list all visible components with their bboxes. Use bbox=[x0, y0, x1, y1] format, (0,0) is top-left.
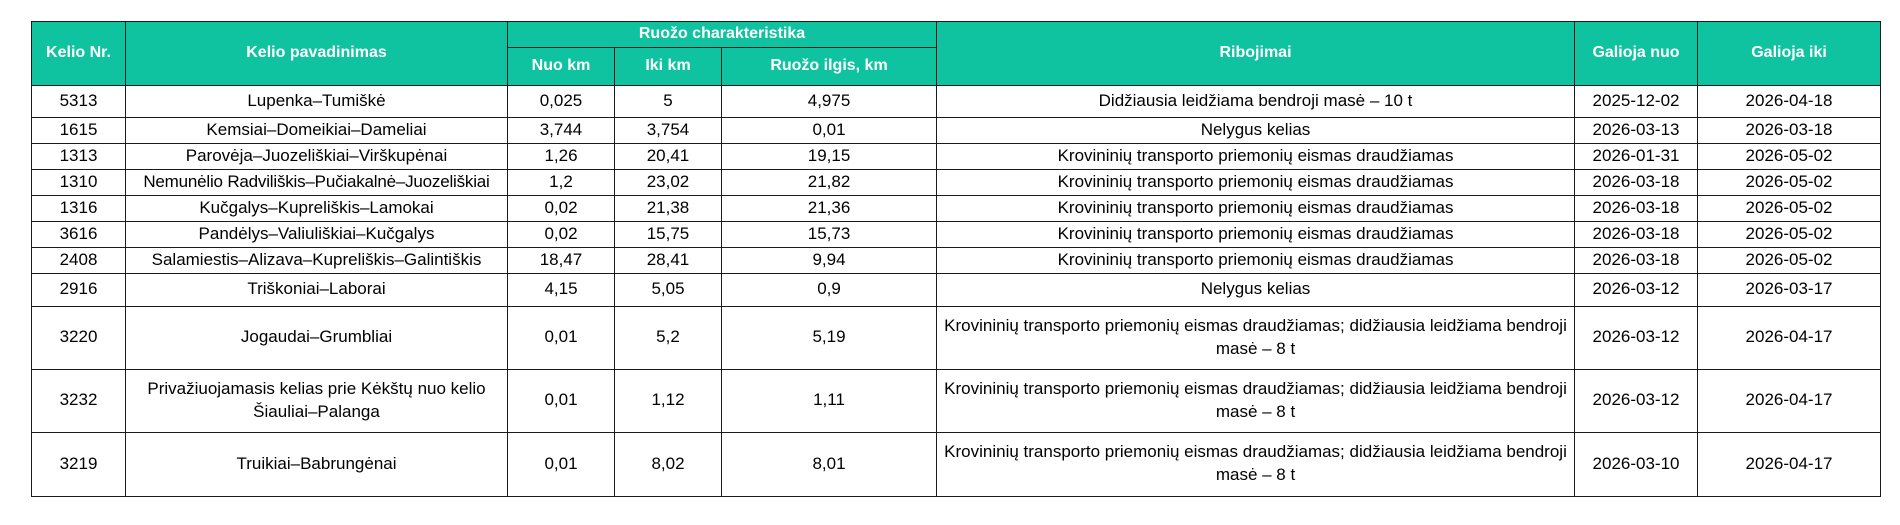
cell-to-km: 5,2 bbox=[615, 306, 722, 369]
header-road-name: Kelio pavadinimas bbox=[126, 22, 508, 86]
cell-road-no: 1313 bbox=[32, 144, 126, 170]
cell-valid-from: 2026-03-12 bbox=[1575, 273, 1698, 306]
cell-length: 0,01 bbox=[722, 118, 937, 144]
cell-road-no: 3220 bbox=[32, 306, 126, 369]
table-row bbox=[32, 169, 1881, 195]
table-row bbox=[32, 306, 1881, 369]
header-section-length: Ruožo ilgis, km bbox=[722, 48, 937, 86]
cell-length: 21,82 bbox=[722, 169, 937, 195]
table-row bbox=[32, 247, 1881, 273]
cell-road-no: 2916 bbox=[32, 273, 126, 306]
cell-from-km: 0,01 bbox=[508, 306, 615, 369]
cell-length: 0,9 bbox=[722, 273, 937, 306]
cell-length: 9,94 bbox=[722, 247, 937, 273]
cell-length: 5,19 bbox=[722, 306, 937, 369]
table-row bbox=[32, 195, 1881, 221]
cell-length: 1,11 bbox=[722, 369, 937, 432]
header-valid-to: Galioja iki bbox=[1698, 22, 1881, 86]
cell-road-name: Nemunėlio Radviliškis–Pučiakalnė–Juozeliškiai bbox=[126, 169, 508, 195]
cell-to-km: 23,02 bbox=[615, 169, 722, 195]
cell-restriction: Nelygus kelias bbox=[937, 273, 1575, 306]
cell-to-km: 28,41 bbox=[615, 247, 722, 273]
cell-from-km: 4,15 bbox=[508, 273, 615, 306]
cell-road-no: 1316 bbox=[32, 195, 126, 221]
cell-valid-from: 2026-03-18 bbox=[1575, 169, 1698, 195]
cell-valid-to: 2026-04-17 bbox=[1698, 432, 1881, 496]
cell-valid-from: 2025-12-02 bbox=[1575, 86, 1698, 118]
cell-valid-from: 2026-03-10 bbox=[1575, 432, 1698, 496]
cell-restriction: Krovininių transporto priemonių eismas draudžiamas bbox=[937, 144, 1575, 170]
table-row bbox=[32, 118, 1881, 144]
cell-length: 8,01 bbox=[722, 432, 937, 496]
cell-length: 4,975 bbox=[722, 86, 937, 118]
cell-road-name: Parovėja–Juozeliškiai–Virškupėnai bbox=[126, 144, 508, 170]
cell-valid-from: 2026-03-18 bbox=[1575, 221, 1698, 247]
cell-road-name: Kemsiai–Domeikiai–Dameliai bbox=[126, 118, 508, 144]
cell-road-name: Truikiai–Babrungėnai bbox=[126, 432, 508, 496]
table-row bbox=[32, 369, 1881, 432]
cell-to-km: 5 bbox=[615, 86, 722, 118]
cell-to-km: 20,41 bbox=[615, 144, 722, 170]
road-restrictions-table bbox=[31, 21, 1881, 497]
cell-restriction: Nelygus kelias bbox=[937, 118, 1575, 144]
cell-to-km: 1,12 bbox=[615, 369, 722, 432]
cell-to-km: 3,754 bbox=[615, 118, 722, 144]
cell-to-km: 5,05 bbox=[615, 273, 722, 306]
header-to-km: Iki km bbox=[615, 48, 722, 86]
cell-to-km: 15,75 bbox=[615, 221, 722, 247]
cell-road-no: 3219 bbox=[32, 432, 126, 496]
cell-valid-to: 2026-04-18 bbox=[1698, 86, 1881, 118]
cell-valid-to: 2026-05-02 bbox=[1698, 195, 1881, 221]
cell-road-no: 1310 bbox=[32, 169, 126, 195]
cell-valid-to: 2026-04-17 bbox=[1698, 369, 1881, 432]
table-row bbox=[32, 432, 1881, 496]
cell-length: 19,15 bbox=[722, 144, 937, 170]
cell-restriction: Krovininių transporto priemonių eismas draudžiamas bbox=[937, 247, 1575, 273]
cell-restriction: Krovininių transporto priemonių eismas draudžiamas bbox=[937, 195, 1575, 221]
cell-length: 21,36 bbox=[722, 195, 937, 221]
cell-from-km: 0,01 bbox=[508, 369, 615, 432]
cell-road-name: Kučgalys–Kupreliškis–Lamokai bbox=[126, 195, 508, 221]
cell-valid-to: 2026-05-02 bbox=[1698, 221, 1881, 247]
table-header bbox=[32, 22, 1881, 86]
table-row bbox=[32, 221, 1881, 247]
table-row bbox=[32, 86, 1881, 118]
header-from-km: Nuo km bbox=[508, 48, 615, 86]
cell-valid-from: 2026-01-31 bbox=[1575, 144, 1698, 170]
table-row bbox=[32, 273, 1881, 306]
table-body bbox=[32, 86, 1881, 497]
cell-valid-to: 2026-05-02 bbox=[1698, 247, 1881, 273]
cell-restriction: Didžiausia leidžiama bendroji masė – 10 t bbox=[937, 86, 1575, 118]
cell-from-km: 3,744 bbox=[508, 118, 615, 144]
cell-valid-to: 2026-03-18 bbox=[1698, 118, 1881, 144]
cell-road-no: 1615 bbox=[32, 118, 126, 144]
cell-restriction: Krovininių transporto priemonių eismas draudžiamas; didžiausia leidžiama bendroji masė – 8 t bbox=[937, 369, 1575, 432]
header-road-no: Kelio Nr. bbox=[32, 22, 126, 86]
cell-valid-from: 2026-03-12 bbox=[1575, 306, 1698, 369]
cell-road-name: Lupenka–Tumiškė bbox=[126, 86, 508, 118]
cell-valid-from: 2026-03-18 bbox=[1575, 247, 1698, 273]
cell-to-km: 21,38 bbox=[615, 195, 722, 221]
cell-restriction: Krovininių transporto priemonių eismas draudžiamas bbox=[937, 221, 1575, 247]
cell-from-km: 0,02 bbox=[508, 195, 615, 221]
cell-valid-from: 2026-03-13 bbox=[1575, 118, 1698, 144]
cell-restriction: Krovininių transporto priemonių eismas draudžiamas; didžiausia leidžiama bendroji masė – 8 t bbox=[937, 306, 1575, 369]
cell-valid-from: 2026-03-18 bbox=[1575, 195, 1698, 221]
table-row bbox=[32, 144, 1881, 170]
cell-road-no: 2408 bbox=[32, 247, 126, 273]
cell-road-name: Triškoniai–Laborai bbox=[126, 273, 508, 306]
cell-from-km: 18,47 bbox=[508, 247, 615, 273]
cell-from-km: 1,26 bbox=[508, 144, 615, 170]
cell-road-name: Jogaudai–Grumbliai bbox=[126, 306, 508, 369]
header-section-characteristics: Ruožo charakteristika bbox=[508, 22, 937, 48]
cell-road-name: Pandėlys–Valiuliškiai–Kučgalys bbox=[126, 221, 508, 247]
cell-road-name: Privažiuojamasis kelias prie Kėkštų nuo kelio Šiauliai–Palanga bbox=[126, 369, 508, 432]
cell-valid-to: 2026-04-17 bbox=[1698, 306, 1881, 369]
header-restrictions: Ribojimai bbox=[937, 22, 1575, 86]
cell-restriction: Krovininių transporto priemonių eismas draudžiamas bbox=[937, 169, 1575, 195]
cell-road-no: 3616 bbox=[32, 221, 126, 247]
road-restrictions-table-wrapper bbox=[31, 21, 1880, 497]
cell-road-no: 5313 bbox=[32, 86, 126, 118]
cell-valid-from: 2026-03-12 bbox=[1575, 369, 1698, 432]
cell-from-km: 1,2 bbox=[508, 169, 615, 195]
cell-from-km: 0,01 bbox=[508, 432, 615, 496]
cell-valid-to: 2026-05-02 bbox=[1698, 144, 1881, 170]
cell-length: 15,73 bbox=[722, 221, 937, 247]
cell-from-km: 0,02 bbox=[508, 221, 615, 247]
cell-restriction: Krovininių transporto priemonių eismas draudžiamas; didžiausia leidžiama bendroji masė – 8 t bbox=[937, 432, 1575, 496]
cell-to-km: 8,02 bbox=[615, 432, 722, 496]
header-valid-from: Galioja nuo bbox=[1575, 22, 1698, 86]
cell-road-name: Salamiestis–Alizava–Kupreliškis–Galintiškis bbox=[126, 247, 508, 273]
cell-from-km: 0,025 bbox=[508, 86, 615, 118]
header-row-top bbox=[32, 22, 1881, 48]
cell-road-no: 3232 bbox=[32, 369, 126, 432]
cell-valid-to: 2026-05-02 bbox=[1698, 169, 1881, 195]
cell-valid-to: 2026-03-17 bbox=[1698, 273, 1881, 306]
